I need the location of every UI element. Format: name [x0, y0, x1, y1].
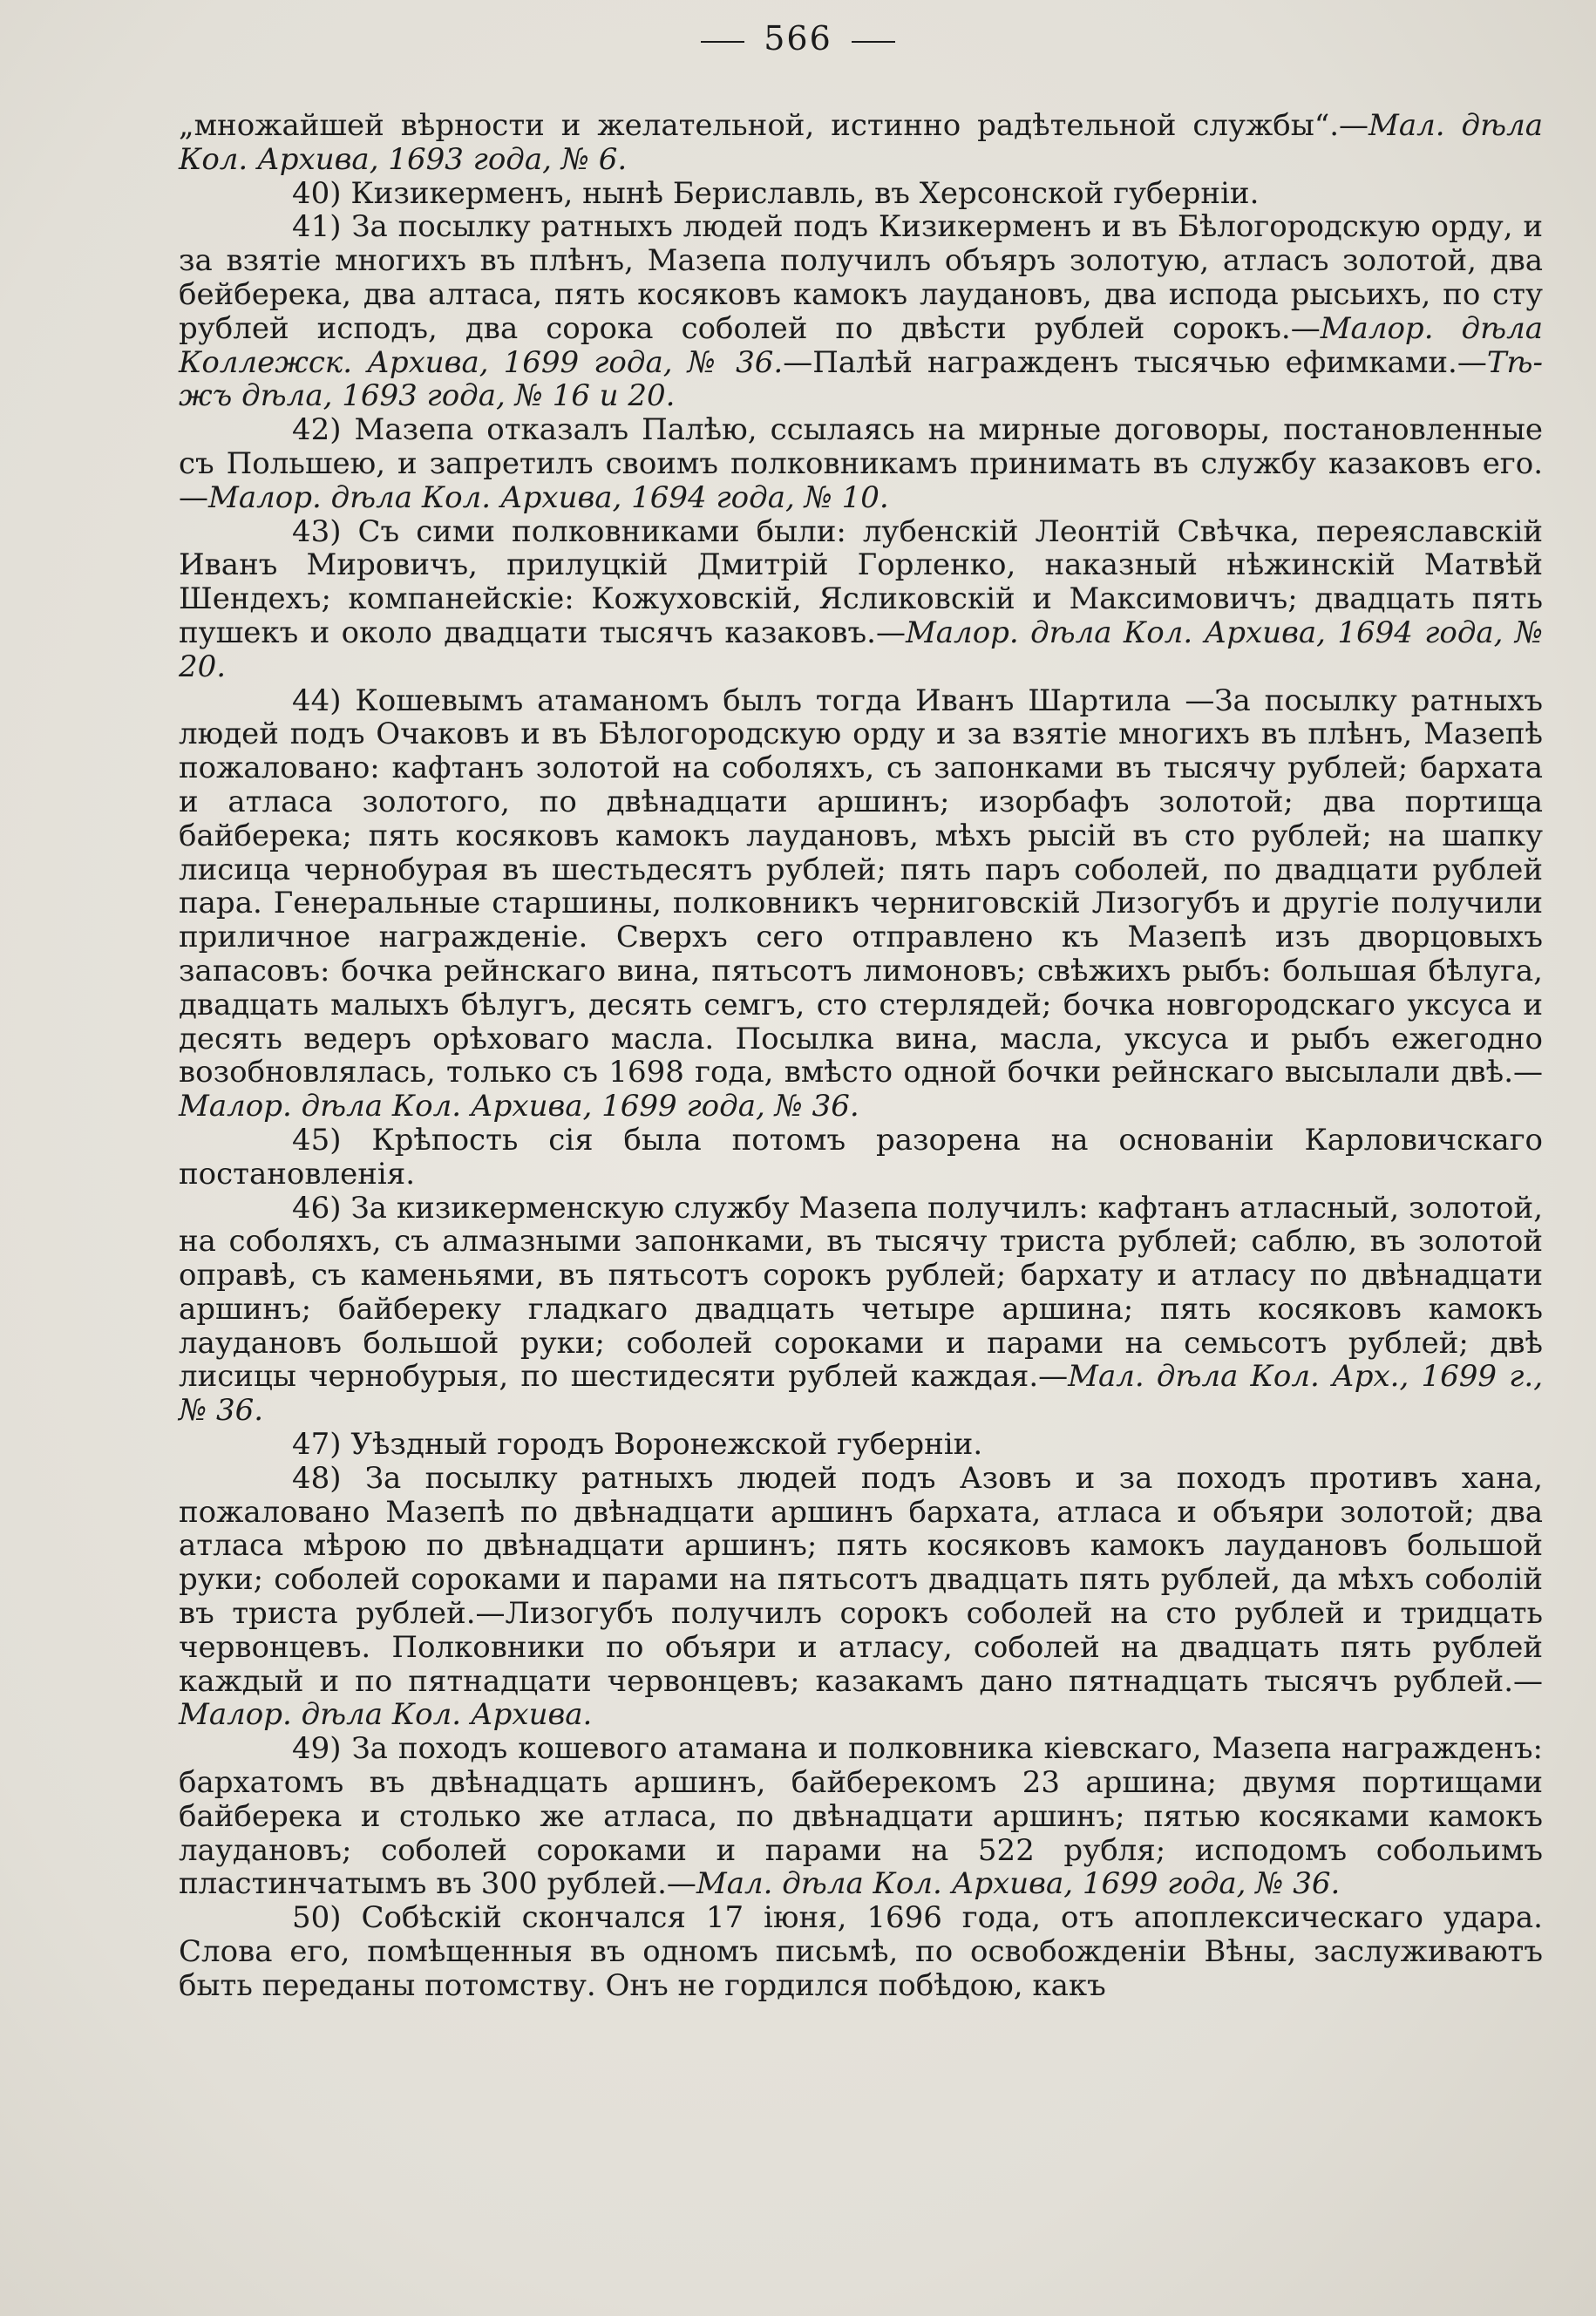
note-number: 44)	[292, 683, 342, 718]
note-number: 41)	[292, 209, 342, 245]
footnote-48	[179, 1462, 1543, 1732]
footnote-44	[179, 684, 1543, 1124]
footnote-50	[179, 1901, 1543, 2002]
footnote-continuation	[179, 109, 1543, 177]
note-number: 40)	[292, 175, 342, 211]
note-citation: Мал. дѣла Кол. Арх., 1699 г., № 36.	[179, 1359, 1543, 1429]
header-dash-right	[852, 41, 895, 43]
page-header	[0, 19, 1596, 58]
note-number: 46)	[292, 1190, 342, 1226]
footnote-42	[179, 413, 1543, 514]
footnote-47	[179, 1428, 1543, 1462]
note-citation: Малор. дѣла Кол. Архива, 1699 года, № 36.	[179, 1089, 859, 1124]
note-text: Крѣпость сія была потомъ разорена на основаніи Карловичскаго постановленія.	[179, 1122, 1543, 1192]
note-text: За походъ кошевого атамана и полковника кіевскаго, Мазепа награжденъ: бархатомъ въ двѣнадцать аршинъ, байберекомъ 23 аршина; двумя портищами байберека и столько же атласа, по двѣнадцати аршинъ; пятью косяками камокъ лаудановъ; соболей сороками и парами на 522 рубля; исподомъ собольимъ пластинчатымъ въ 300 рублей.—	[179, 1731, 1543, 1902]
note-text: За посылку ратныхъ людей подъ Азовъ и за походъ противъ хана, пожаловано Мазепѣ по двѣнадцати аршинъ бархата, атласа и объяри золотой; два атласа мѣрою по двѣнадцати аршинъ; пять косяковъ камокъ лаудановъ большой руки; соболей сороками и парами на пятьсотъ двадцать пять рублей, да мѣхъ соболій въ триста рублей.—Лизогубъ получилъ сорокъ соболей на сто рублей и тридцать червонцевъ. Полковники по объяри и атласу, соболей на двадцать пять рублей каждый и по пятнадцати червонцевъ; казакамъ дано пятнадцать тысячъ рублей.—	[179, 1460, 1543, 1699]
note-text-2: —Палѣй награжденъ тысячью ефимками.—	[783, 344, 1487, 380]
note-citation: Малор. дѣла Кол. Архива, 1694 года, № 10.	[208, 479, 889, 515]
footnote-46	[179, 1192, 1543, 1429]
note-text: За посылку ратныхъ людей подъ Кизикерменъ и въ Бѣлогородскую орду, и за взятіе многихъ въ плѣнъ, Мазепа получилъ объяръ золотую, атласъ золотой, два бейберека, два алтаса, пять косяковъ камокъ лаудановъ, два испода рысьихъ, по сту рублей исподъ, два сорока соболей по двѣсти рублей сорокъ.—	[179, 209, 1543, 346]
note-citation-2: Тѣ-жъ дѣла, 1693 года, № 16 и 20.	[179, 344, 1543, 414]
note-citation: Мал. дѣла Кол. Архива, 1699 года, № 36.	[696, 1866, 1341, 1902]
note-text: Кизикерменъ, нынѣ Бериславль, въ Херсонской губерніи.	[341, 175, 1260, 211]
footnote-49	[179, 1732, 1543, 1901]
footnote-45	[179, 1124, 1543, 1192]
footnote-40	[179, 177, 1543, 211]
note-text: За кизикерменскую службу Мазепа получилъ: кафтанъ атласный, золотой, на соболяхъ, съ алмазными запонками, въ тысячу триста рублей; саблю, въ золотой оправѣ, съ каменьями, въ пятьсотъ сорокъ рублей; бархату и атласу по двѣнадцати аршинъ; байбереку гладкаго двадцать четыре аршина; пять косяковъ камокъ лаудановъ большой руки; соболей сороками и парами на семьсотъ рублей; двѣ лисицы чернобурыя, по шестидесяти рублей каждая.—	[179, 1190, 1543, 1395]
note-number: 43)	[292, 513, 342, 549]
note-text: Собѣскій скончался 17 іюня, 1696 года, отъ апоплексическаго удара. Слова его, помѣщенныя въ одномъ письмѣ, по освобожденіи Вѣны, заслуживаютъ быть переданы потомству. Онъ не гордился побѣдою, какъ	[179, 1900, 1543, 2003]
footnote-43	[179, 515, 1543, 684]
note-number: 47)	[292, 1427, 342, 1463]
note-text: Уѣздный городъ Воронежской губерніи.	[341, 1427, 983, 1463]
note-citation: Мал. дѣла Кол. Архива, 1693 года, № 6.	[179, 108, 1543, 177]
note-text: Съ сими полковниками были: лубенскій Леонтій Свѣчка, переяславскій Иванъ Мировичъ, прилуцкій Дмитрій Горленко, наказный нѣжинскій Матвѣй Шендехъ; компанейскіе: Кожуховскій, Ясликовскій и Максимовичъ; двадцать пять пушекъ и около двадцати тысячъ казаковъ.—	[179, 513, 1543, 650]
header-dash-left	[701, 41, 744, 43]
note-citation: Малор. дѣла Кол. Архива, 1694 года, № 20.	[179, 615, 1544, 684]
note-number: 42)	[292, 412, 342, 448]
page-body	[179, 109, 1543, 2003]
note-text: Мазепа отказалъ Палѣю, ссылаясь на мирные договоры, постановленные съ Польшею, и запретилъ своимъ полковникамъ принимать въ службу казаковъ его.—	[179, 412, 1543, 515]
note-number: 49)	[292, 1731, 342, 1767]
footnote-41	[179, 210, 1543, 413]
note-number: 50)	[292, 1900, 342, 1936]
page-number: 566	[764, 19, 832, 58]
note-citation: Малор. дѣла Кол. Архива.	[179, 1697, 593, 1733]
note-citation: Малор. дѣла Коллежск. Архива, 1699 года, № 36.	[179, 310, 1543, 380]
note-number: 45)	[292, 1122, 342, 1158]
note-text: Кошевымъ атаманомъ былъ тогда Иванъ Шартила —За посылку ратныхъ людей подъ Очаковъ и въ Бѣлогородскую орду и за взятіе многихъ въ плѣнъ, Мазепѣ пожаловано: кафтанъ золотой на соболяхъ, съ запонками въ тысячу рублей; бархата и атласа золотого, по двѣнадцати аршинъ; изорбафъ золотой; два портища байберека; пять косяковъ камокъ лаудановъ, мѣхъ рысій въ сто рублей; на шапку лисица чернобурая въ шестьдесятъ рублей; пять паръ соболей, по двадцати рублей пара. Генеральные старшины, полковникъ черниговскій Лизогубъ и другіе получили приличное награжденіе. Сверхъ сего отправлено къ Мазепѣ изъ дворцовыхъ запасовъ: бочка рейнскаго вина, пятьсотъ лимоновъ; свѣжихъ рыбъ: большая бѣлуга, двадцать малыхъ бѣлугъ, десять семгъ, сто стерлядей; бочка новгородскаго уксуса и десять ведеръ орѣховаго масла. Посылка вина, масла, уксуса и рыбъ ежегодно возобновлялась, только съ 1698 года, вмѣсто одной бочки рейнскаго высылали двѣ.—	[179, 683, 1543, 1090]
note-text: „множайшей вѣрности и желательной, истинно радѣтельной службы“.—	[179, 108, 1369, 143]
note-number: 48)	[292, 1460, 342, 1496]
